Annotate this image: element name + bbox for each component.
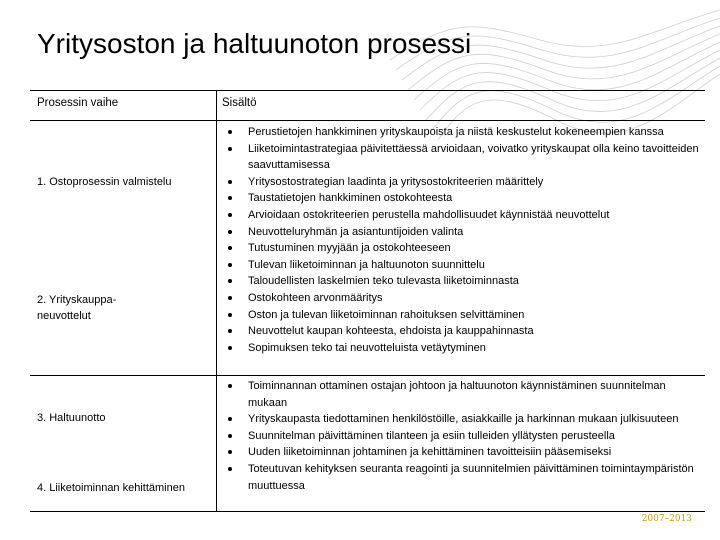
header-content: Sisältö [222, 97, 257, 109]
content-list-2 [220, 378, 700, 494]
content-list-1 [220, 124, 700, 356]
list-item: Toiminnannan ottaminen ostajan johtoon ja haltuunoton käynnistäminen suunnitelman mukaan [220, 378, 700, 411]
header-bottom-border [30, 120, 705, 121]
footer-years: 2007–2013 [641, 514, 692, 524]
list-item: Yrityskaupasta tiedottaminen henkilöstöille, asiakkaille ja harkinnan mukaan julkisuuteen [220, 411, 700, 428]
phase-1: 1. Ostoprosessin valmistelu [37, 176, 172, 188]
list-item: Ostokohteen arvonmääritys [220, 290, 700, 307]
list-item: Taloudellisten laskelmien teko tulevasta liiketoiminnasta [220, 273, 700, 290]
header-phase: Prosessin vaihe [37, 97, 119, 109]
column-divider [216, 90, 217, 512]
group1-bottom-border [30, 375, 705, 376]
list-item: Taustatietojen hankkiminen ostokohteesta [220, 190, 700, 207]
list-item: Uuden liiketoiminnan johtaminen ja kehittäminen tavoitteisiin pääsemiseksi [220, 444, 700, 461]
list-item: Sopimuksen teko tai neuvotteluista vetäytyminen [220, 340, 700, 357]
phase-4: 4. Liiketoiminnan kehittäminen [37, 482, 185, 494]
list-item: Tutustuminen myyjään ja ostokohteeseen [220, 240, 700, 257]
list-item: Toteutuvan kehityksen seuranta reagointi ja suunnitelmien päivittäminen toimintaympäristön muuttuessa [220, 461, 700, 494]
list-item: Perustietojen hankkiminen yrityskaupoista ja niistä keskustelut kokeneempien kanssa [220, 124, 700, 141]
list-item: Oston ja tulevan liiketoiminnan rahoituksen selvittäminen [220, 307, 700, 324]
list-item: Suunnitelman päivittäminen tilanteen ja esiin tulleiden yllätysten perusteella [220, 428, 700, 445]
table-top-border [30, 90, 705, 91]
list-item: Arvioidaan ostokriteerien perustella mahdollisuudet käynnistää neuvottelut [220, 207, 700, 224]
list-item: Tulevan liiketoiminnan ja haltuunoton suunnittelu [220, 257, 700, 274]
phase-3: 3. Haltuunotto [37, 412, 106, 424]
list-item: Neuvotteluryhmän ja asiantuntijoiden valinta [220, 224, 700, 241]
list-item: Liiketoimintastrategiaa päivitettäessä arvioidaan, voivatko yrityskaupat olla keino tavoitteiden saavuttamisessa [220, 141, 700, 174]
phase-2: 2. Yrityskauppa-neuvottelut [37, 294, 117, 322]
table-bottom-border [30, 511, 705, 512]
list-item: Yritysostostrategian laadinta ja yritysostokriteerien määrittely [220, 174, 700, 191]
process-table [30, 90, 705, 512]
list-item: Neuvottelut kaupan kohteesta, ehdoista ja kauppahinnasta [220, 323, 700, 340]
slide-title: Yritysoston ja haltuunoton prosessi [37, 28, 472, 59]
